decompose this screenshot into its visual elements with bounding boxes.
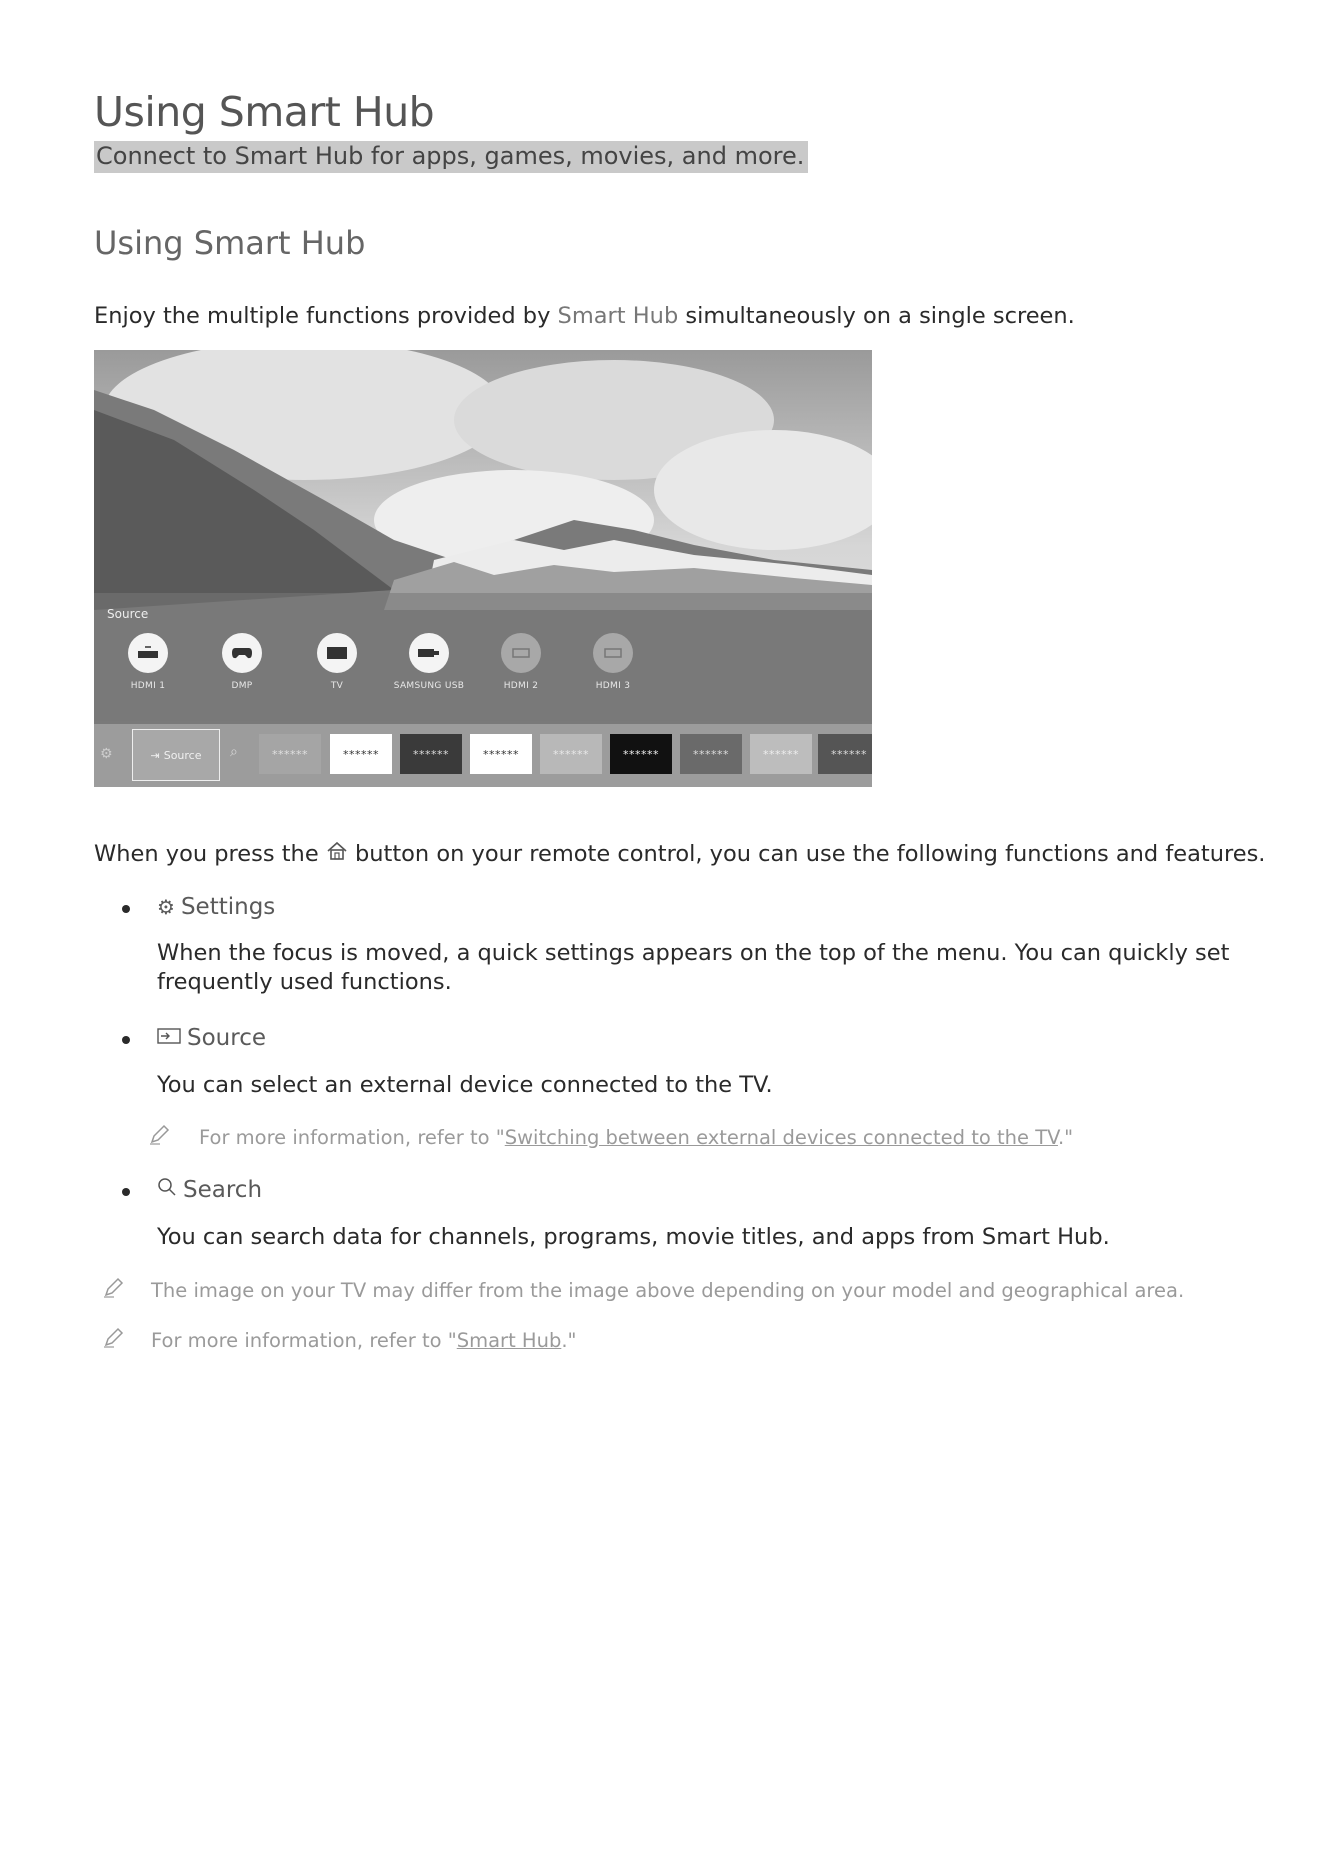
source-panel xyxy=(94,593,872,721)
home-bar xyxy=(94,724,872,787)
smart-hub-screenshot xyxy=(94,350,872,787)
search-description: You can search data for channels, programs, movie titles, and apps from Smart Hub. xyxy=(157,1224,1110,1250)
app-tile[interactable]: ****** xyxy=(470,734,532,774)
pencil-icon xyxy=(102,1275,126,1303)
search-label: Search xyxy=(157,1177,262,1203)
more-info-note: For more information, refer to "Smart Hub." xyxy=(151,1329,577,1352)
usb-icon xyxy=(409,633,449,673)
bullet xyxy=(122,1188,130,1196)
pencil-icon xyxy=(148,1122,172,1150)
home-source-button[interactable]: ⇥ Source xyxy=(132,729,220,781)
settings-description: When the focus is moved, a quick settings appears on the top of the menu. You can quickly set frequently used functions. xyxy=(157,940,1230,995)
mountain-landscape xyxy=(94,350,872,787)
features-intro: When you press the button on your remote control, you can use the following functions and features. xyxy=(94,841,1266,867)
smart-hub-highlight: Smart Hub xyxy=(557,303,679,329)
source-item-hdmi-3[interactable]: HDMI 3 xyxy=(573,633,653,691)
app-tile[interactable]: ****** xyxy=(400,734,462,774)
smart-hub-link[interactable]: Smart Hub xyxy=(456,1329,562,1352)
app-tile[interactable]: ****** xyxy=(610,734,672,774)
hdmi-icon xyxy=(593,633,633,673)
gear-icon[interactable]: ⚙ xyxy=(100,746,113,762)
source-icon: ⇥ xyxy=(150,748,160,762)
page-title: Using Smart Hub xyxy=(94,88,435,136)
source-item-hdmi-1[interactable]: HDMI 1 xyxy=(108,633,188,691)
app-tile[interactable]: ****** xyxy=(540,734,602,774)
gamepad-icon xyxy=(222,633,262,673)
source-item-dmp[interactable]: DMP xyxy=(202,633,282,691)
bullet xyxy=(122,1036,130,1044)
app-tile[interactable]: ****** xyxy=(259,734,321,774)
section-title: Using Smart Hub xyxy=(94,224,366,262)
search-icon[interactable]: ⌕ xyxy=(230,744,238,760)
app-tile[interactable]: ****** xyxy=(680,734,742,774)
gear-icon: ⚙ xyxy=(157,895,175,919)
source-panel-label: Source xyxy=(107,607,149,621)
pencil-icon xyxy=(102,1325,126,1353)
source-note: For more information, refer to "Switching between external devices connected to the TV." xyxy=(199,1126,1074,1149)
set-top-box-icon xyxy=(128,633,168,673)
page-subtitle: Connect to Smart Hub for apps, games, movies, and more. xyxy=(94,141,808,173)
app-tile[interactable]: ****** xyxy=(330,734,392,774)
tv-icon xyxy=(317,633,357,673)
source-item-hdmi-2[interactable]: HDMI 2 xyxy=(481,633,561,691)
source-icon xyxy=(157,1025,181,1051)
source-description: You can select an external device connected to the TV. xyxy=(157,1072,773,1098)
hdmi-icon xyxy=(501,633,541,673)
home-icon xyxy=(326,840,348,869)
search-icon xyxy=(157,1177,177,1203)
source-item-tv[interactable]: TV xyxy=(297,633,377,691)
switching-devices-link[interactable]: Switching between external devices connected to the TV xyxy=(504,1126,1058,1149)
intro-paragraph: Enjoy the multiple functions provided by Smart Hub simultaneously on a single screen. xyxy=(94,303,1075,329)
source-item-samsung-usb[interactable]: SAMSUNG USB xyxy=(389,633,469,691)
settings-label: ⚙ Settings xyxy=(157,894,276,920)
app-tile[interactable]: ****** xyxy=(818,734,872,774)
source-label: Source xyxy=(157,1025,266,1051)
image-note: The image on your TV may differ from the image above depending on your model and geographical area. xyxy=(151,1279,1185,1302)
app-tile[interactable]: ****** xyxy=(750,734,812,774)
bullet xyxy=(122,905,130,913)
